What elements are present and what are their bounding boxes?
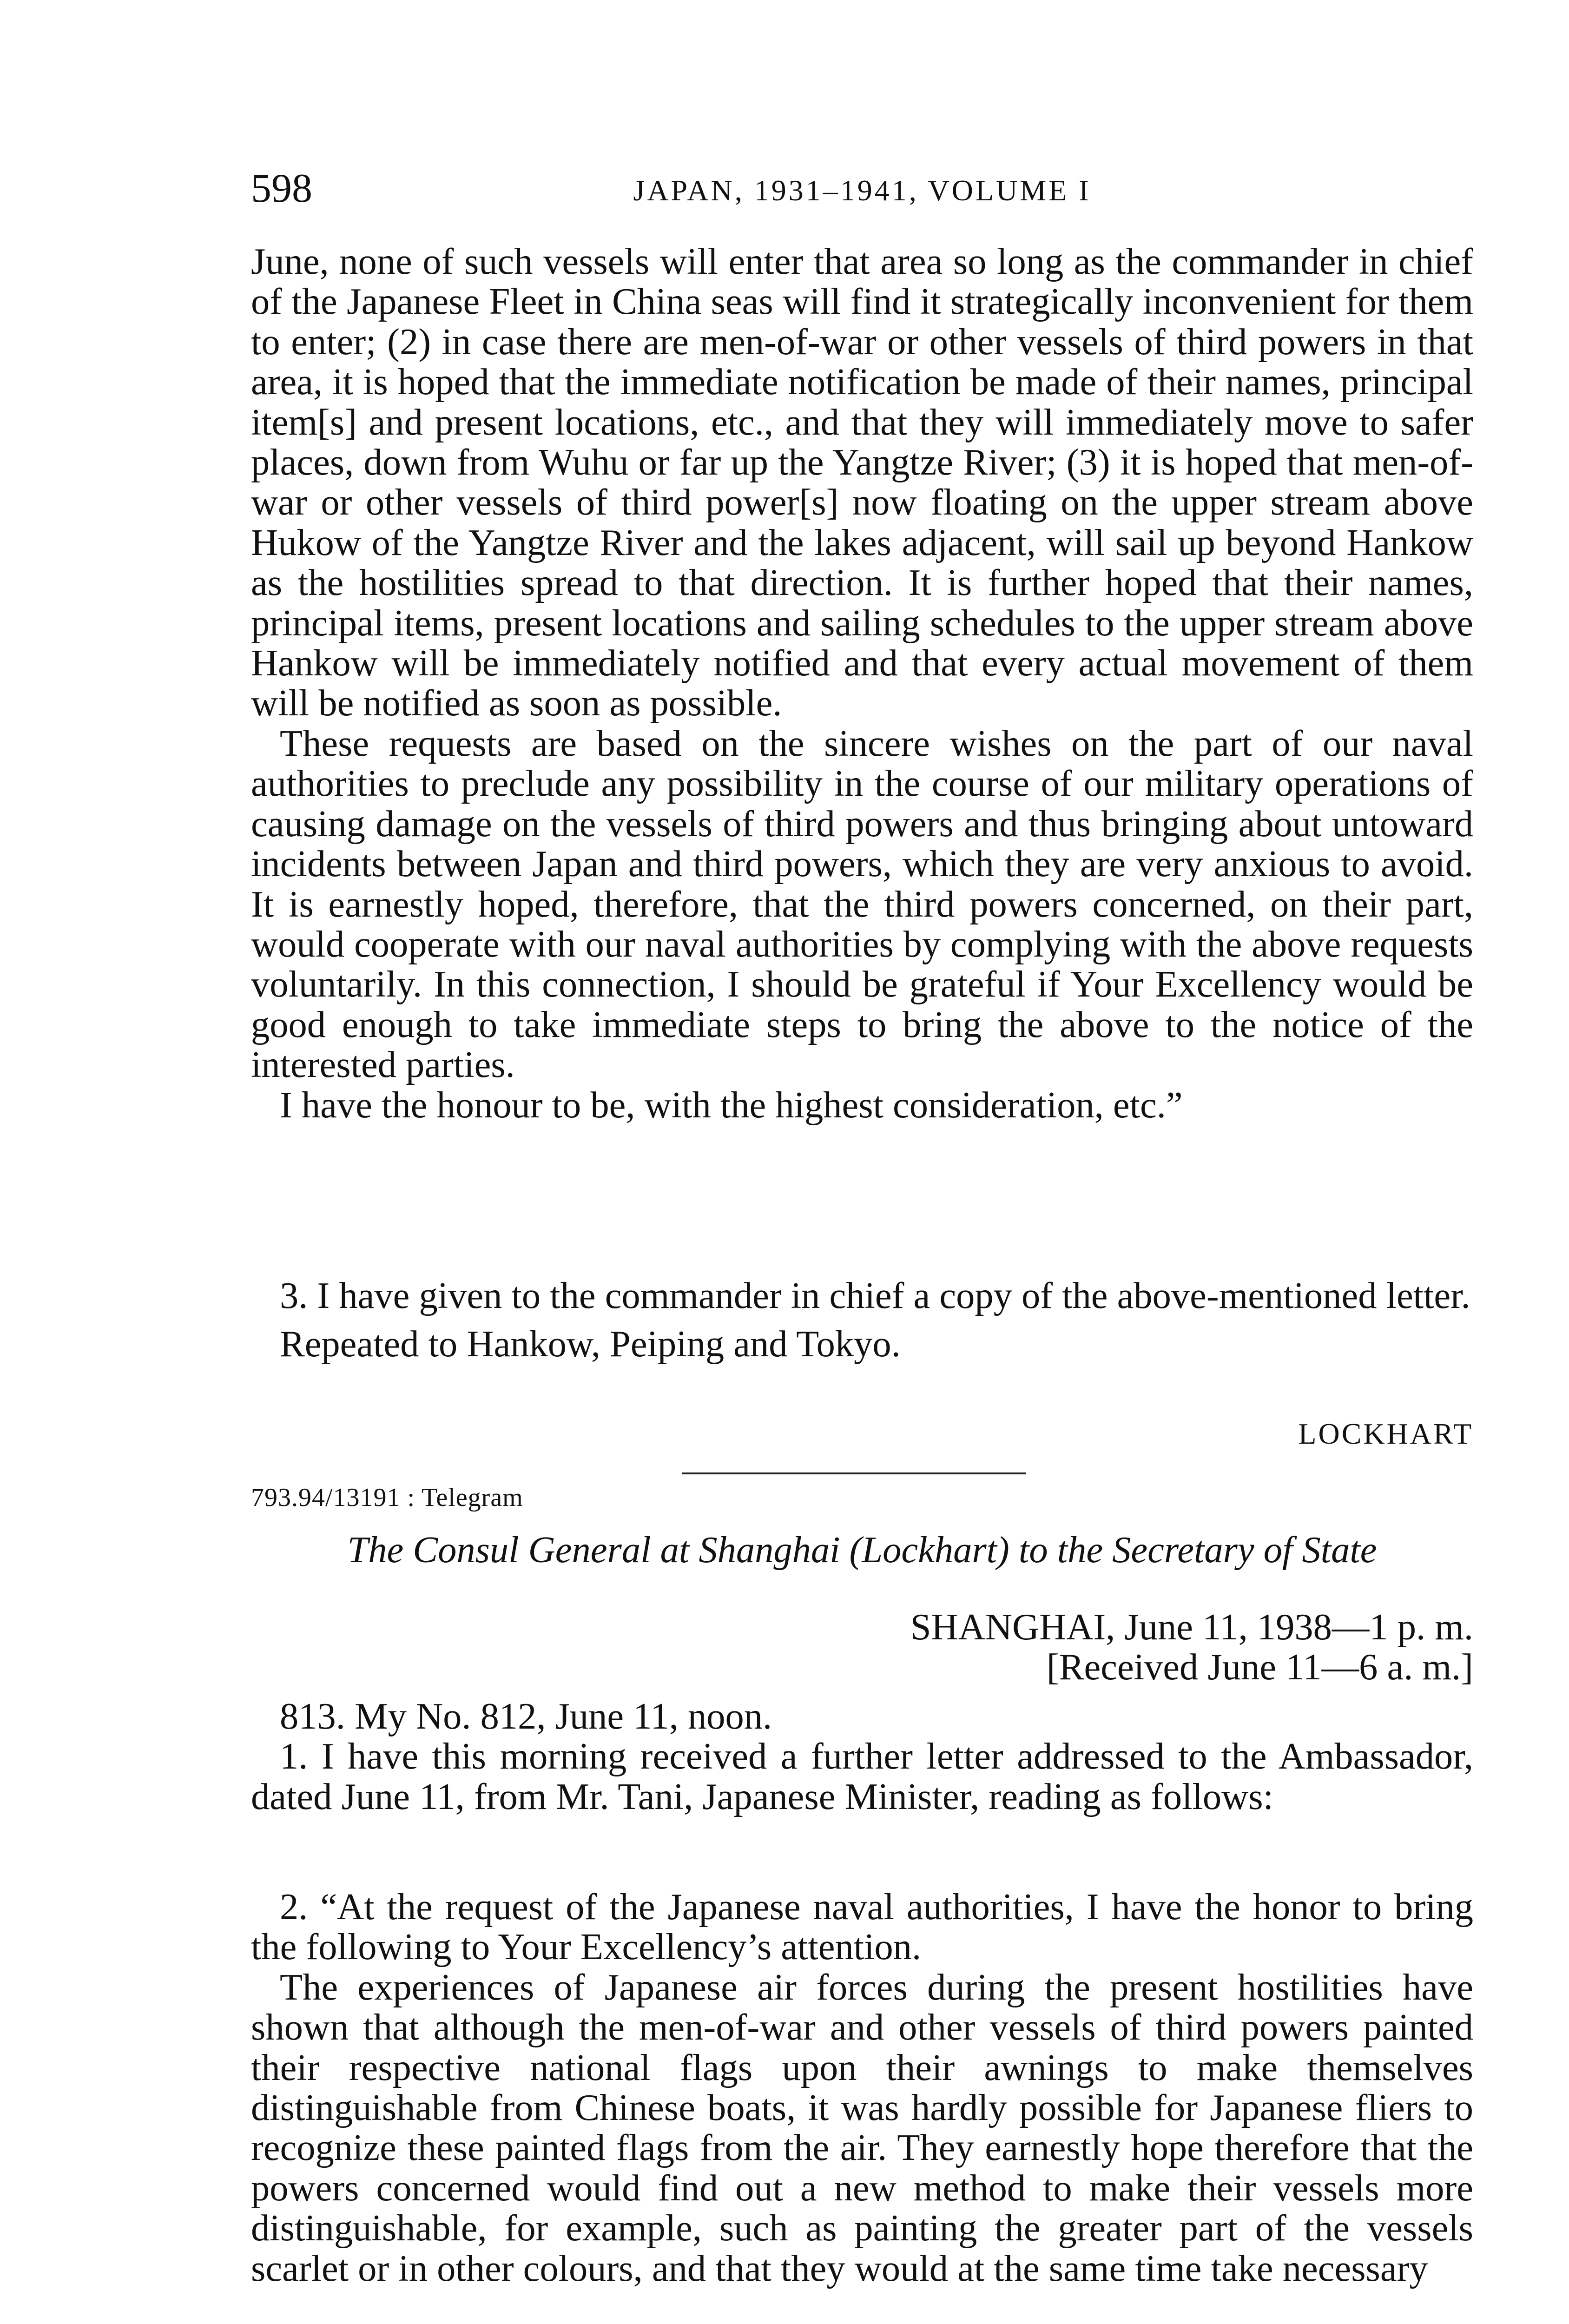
paragraph: 1. I have this morning received a further letter addressed to the Ambassador, dated June 11, from Mr. Tani, Japanese Minister, reading as follows:	[251, 1736, 1473, 1817]
dateline-block	[251, 1607, 1473, 1688]
document-title-block	[251, 1530, 1473, 1570]
page-header	[251, 165, 1473, 221]
document-title: The Consul General at Shanghai (Lockhart) to the Secretary of State	[347, 1529, 1377, 1571]
letter-continuation	[251, 242, 1473, 1125]
place-and-date: SHANGHAI, June 11, 1938—1 p. m.	[910, 1606, 1473, 1648]
file-reference: 793.94/13191 : Telegram	[251, 1483, 523, 1512]
paragraph: Repeated to Hankow, Peiping and Tokyo.	[280, 1323, 901, 1365]
paragraph: The experiences of Japanese air forces during the present hostilities have shown that although the men-of-war and other vessels of third powers painted their respective national flags upon their awnings to make themselves distinguishable from Chinese boats, it was hardly possible for Japanese fliers to recognize these painted flags from the air. They earnestly hope therefore that the powers concerned would find out a new method to make their vessels more distinguishable, for example, such as painting the greater part of the vessels scarlet or in other colours, and that they would at the same time take necessary	[251, 1966, 1473, 2289]
paragraph: These requests are based on the sincere wishes on the part of our naval authorities to preclude any possibility in the course of our military operations of causing damage on the vessels of third powers and thus bringing about untoward incidents between Japan and third powers, which they are very anxious to avoid. It is earnestly hoped, therefore, that the third powers concerned, on their part, would cooperate with our naval authorities by complying with the above requests voluntarily. In this connection, I should be grateful if Your Excellency would be good enough to take immediate steps to bring the above to the notice of the interested parties.	[251, 722, 1473, 1086]
paragraph: 2. “At the request of the Japanese naval authorities, I have the honor to bring the following to Your Excellency’s attention.	[251, 1886, 1473, 1968]
section-divider	[682, 1472, 1026, 1474]
quoted-letter	[251, 1887, 1473, 2289]
telegram-opening	[251, 1697, 1473, 1817]
paragraph: I have the honour to be, with the highest consideration, etc.”	[280, 1084, 1183, 1126]
closing-paragraphs	[251, 1276, 1473, 1365]
signer: LOCKHART	[1298, 1417, 1473, 1450]
received-date: [Received June 11—6 a. m.]	[1046, 1646, 1473, 1688]
paragraph: 813. My No. 812, June 11, noon.	[280, 1696, 772, 1737]
page-number: 598	[251, 166, 312, 211]
paragraph: June, none of such vessels will enter that area so long as the commander in chief of the Japanese Fleet in China seas will find it strategically inconvenient for them to enter; (2) in case there are men-of-war or other vessels of third powers in that area, it is hoped that the immediate notification be made of their names, principal item[s] and present locations, etc., and that they will immediately move to safer places, down from Wuhu or far up the Yangtze River; (3) it is hoped that men-of-war or other vessels of third power[s] now floating on the upper stream above Hukow of the Yangtze River and the lakes adjacent, will sail up beyond Hankow as the hostilities spread to that direction. It is further hoped that their names, principal items, present locations and sailing schedules to the upper stream above Hankow will be immediately notified and that every actual movement of them will be notified as soon as possible.	[251, 241, 1473, 724]
paragraph: 3. I have given to the commander in chief a copy of the above-mentioned letter.	[280, 1275, 1470, 1316]
file-reference-block	[251, 1483, 1473, 1512]
signature-block	[251, 1417, 1473, 1451]
running-head: JAPAN, 1931–1941, VOLUME I	[633, 174, 1091, 207]
